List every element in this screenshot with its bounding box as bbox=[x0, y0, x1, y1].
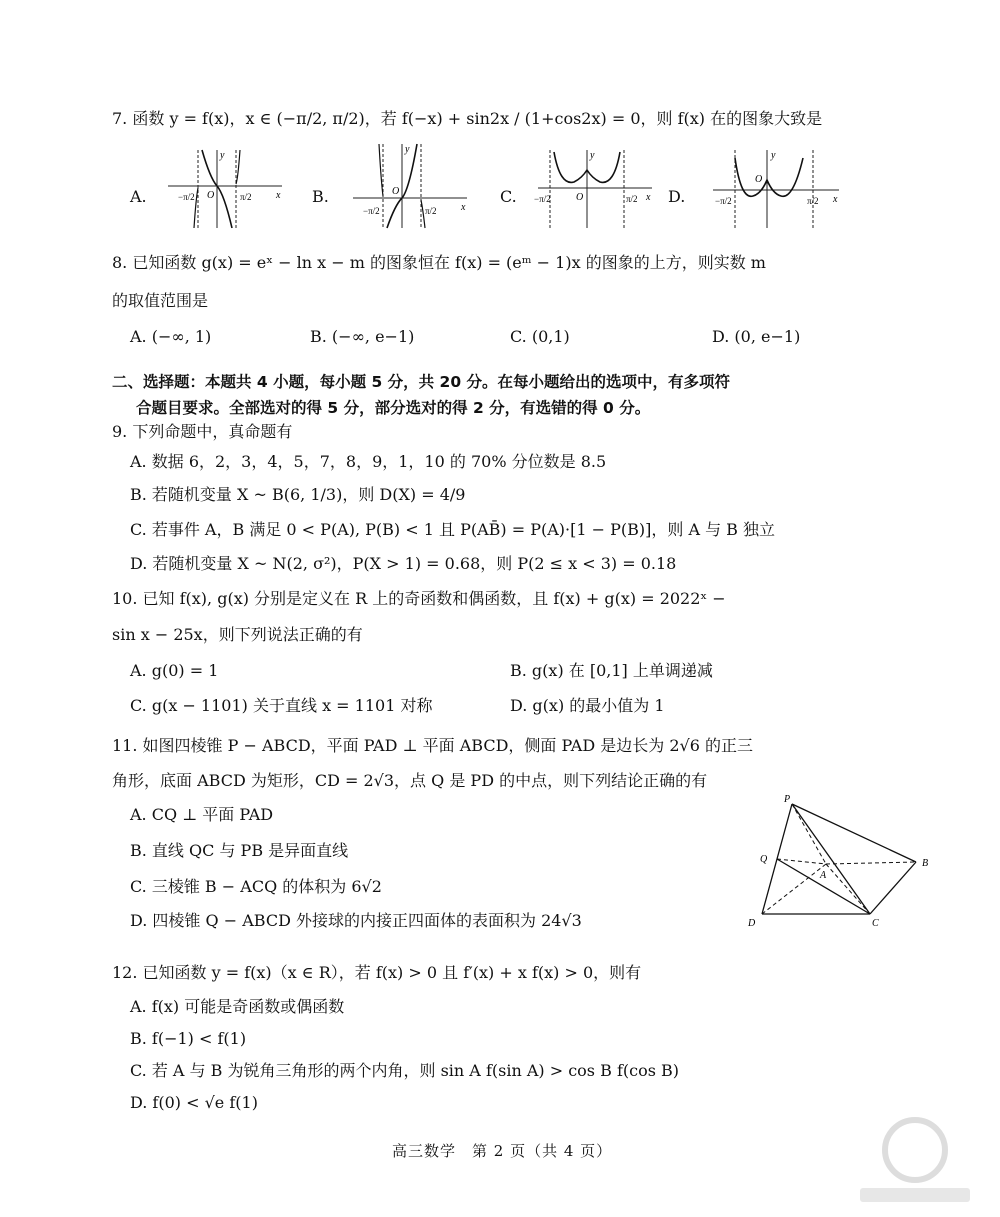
q7-option-a-label: A. bbox=[130, 187, 147, 206]
q8-option-b: B. (−∞, e−1) bbox=[310, 327, 415, 346]
q7-stem: 7. 函数 y = f(x)，x ∈ (−π/2, π/2)，若 f(−x) + sin2x / (1+cos2x) = 0，则 f(x) 在的图象大致是 bbox=[112, 109, 823, 128]
page-footer: 高三数学 第 2 页（共 4 页） bbox=[392, 1142, 613, 1160]
q7c-neg-label: −π/2 bbox=[534, 194, 551, 204]
q7-graph-b bbox=[345, 140, 475, 230]
q7-option-c-label: C. bbox=[500, 187, 517, 206]
q12-option-d: D. f(0) < √e f(1) bbox=[130, 1093, 258, 1112]
q7d-x-label: x bbox=[833, 194, 838, 205]
watermark-logo bbox=[850, 1110, 980, 1210]
q8-line2: 的取值范围是 bbox=[112, 291, 209, 310]
q7a-y-label: y bbox=[220, 150, 225, 161]
q12-stem: 12. 已知函数 y = f(x)（x ∈ R），若 f(x) > 0 且 f′(x) + x f(x) > 0，则有 bbox=[112, 963, 642, 982]
q9-option-d: D. 若随机变量 X ~ N(2, σ²)，P(X > 1) = 0.68，则 P(2 ≤ x < 3) = 0.18 bbox=[130, 554, 677, 573]
q12-option-b: B. f(−1) < f(1) bbox=[130, 1029, 247, 1048]
q7a-x-label: x bbox=[276, 190, 281, 201]
q11-option-d: D. 四棱锥 Q − ABCD 外接球的内接正四面体的表面积为 24√3 bbox=[130, 911, 582, 930]
q7c-y-label: y bbox=[590, 150, 595, 161]
q9-stem: 9. 下列命题中，真命题有 bbox=[112, 422, 293, 441]
q7b-pos-label: π/2 bbox=[425, 206, 437, 216]
q7a-pos-label: π/2 bbox=[240, 192, 252, 202]
q7d-y-label: y bbox=[771, 150, 776, 161]
fig-label-d: D bbox=[748, 918, 756, 929]
q12-option-a: A. f(x) 可能是奇函数或偶函数 bbox=[130, 997, 345, 1016]
q7-graph-d bbox=[705, 148, 845, 230]
q7-option-b-label: B. bbox=[312, 187, 329, 206]
q8-line1: 8. 已知函数 g(x) = eˣ − ln x − m 的图象恒在 f(x) = (eᵐ − 1)x 的图象的上方，则实数 m bbox=[112, 253, 766, 272]
q7b-neg-label: −π/2 bbox=[363, 206, 380, 216]
q7c-x-label: x bbox=[646, 192, 651, 203]
section2-line2: 合题目要求。全部选对的得 5 分，部分选对的得 2 分，有选错的得 0 分。 bbox=[136, 399, 651, 417]
q9-option-a: A. 数据 6，2，3，4，5，7，8，9，1，10 的 70% 分位数是 8.5 bbox=[130, 452, 607, 471]
q7d-origin-label: O bbox=[755, 174, 763, 185]
q8-option-d: D. (0, e−1) bbox=[712, 327, 801, 346]
q10-line2: sin x − 25x，则下列说法正确的有 bbox=[112, 625, 363, 644]
fig-label-a: A bbox=[820, 870, 827, 881]
q7c-origin-label: O bbox=[576, 192, 584, 203]
section2-line1: 二、选择题：本题共 4 小题，每小题 5 分，共 20 分。在每小题给出的选项中，有多项符 bbox=[112, 373, 731, 391]
q7b-origin-label: O bbox=[392, 186, 400, 197]
q7-option-d-label: D. bbox=[668, 187, 686, 206]
q8-option-c: C. (0,1) bbox=[510, 327, 570, 346]
q10-option-c: C. g(x − 1101) 关于直线 x = 1101 对称 bbox=[130, 696, 433, 715]
fig-label-p: P bbox=[784, 794, 791, 805]
q10-option-a: A. g(0) = 1 bbox=[130, 661, 219, 680]
q11-option-c: C. 三棱锥 B − ACQ 的体积为 6√2 bbox=[130, 877, 382, 896]
fig-label-q: Q bbox=[760, 854, 768, 865]
fig-label-b: B bbox=[922, 858, 929, 869]
q11-pyramid-figure bbox=[740, 792, 940, 932]
q8-option-a: A. (−∞, 1) bbox=[130, 327, 212, 346]
q10-option-d: D. g(x) 的最小值为 1 bbox=[510, 696, 665, 715]
q12-option-c: C. 若 A 与 B 为锐角三角形的两个内角，则 sin A f(sin A) > cos B f(cos B) bbox=[130, 1061, 679, 1080]
q9-option-b: B. 若随机变量 X ~ B(6, 1/3)，则 D(X) = 4/9 bbox=[130, 485, 466, 504]
q7d-neg-label: −π/2 bbox=[715, 196, 732, 206]
q11-line2: 角形，底面 ABCD 为矩形，CD = 2√3，点 Q 是 PD 的中点，则下列结论正确的有 bbox=[112, 771, 708, 790]
q11-option-b: B. 直线 QC 与 PB 是异面直线 bbox=[130, 841, 349, 860]
q7a-neg-label: −π/2 bbox=[178, 192, 195, 202]
q7a-origin-label: O bbox=[207, 190, 215, 201]
q7b-x-label: x bbox=[461, 202, 466, 213]
q7-graph-c bbox=[530, 148, 660, 230]
q7d-pos-label: π/2 bbox=[807, 196, 819, 206]
q7-graph-a bbox=[160, 148, 290, 230]
q10-option-b: B. g(x) 在 [0,1] 上单调递减 bbox=[510, 661, 713, 680]
q9-option-c: C. 若事件 A，B 满足 0 < P(A), P(B) < 1 且 P(AB̄) = P(A)·[1 − P(B)]，则 A 与 B 独立 bbox=[130, 520, 776, 539]
q10-line1: 10. 已知 f(x), g(x) 分别是定义在 R 上的奇函数和偶函数，且 f(x) + g(x) = 2022ˣ − bbox=[112, 589, 726, 608]
q11-line1: 11. 如图四棱锥 P − ABCD，平面 PAD ⊥ 平面 ABCD，侧面 PAD 是边长为 2√6 的正三 bbox=[112, 736, 753, 755]
q7b-y-label: y bbox=[405, 144, 410, 155]
q7c-pos-label: π/2 bbox=[626, 194, 638, 204]
q11-option-a: A. CQ ⊥ 平面 PAD bbox=[130, 805, 274, 824]
fig-label-c: C bbox=[872, 918, 879, 929]
